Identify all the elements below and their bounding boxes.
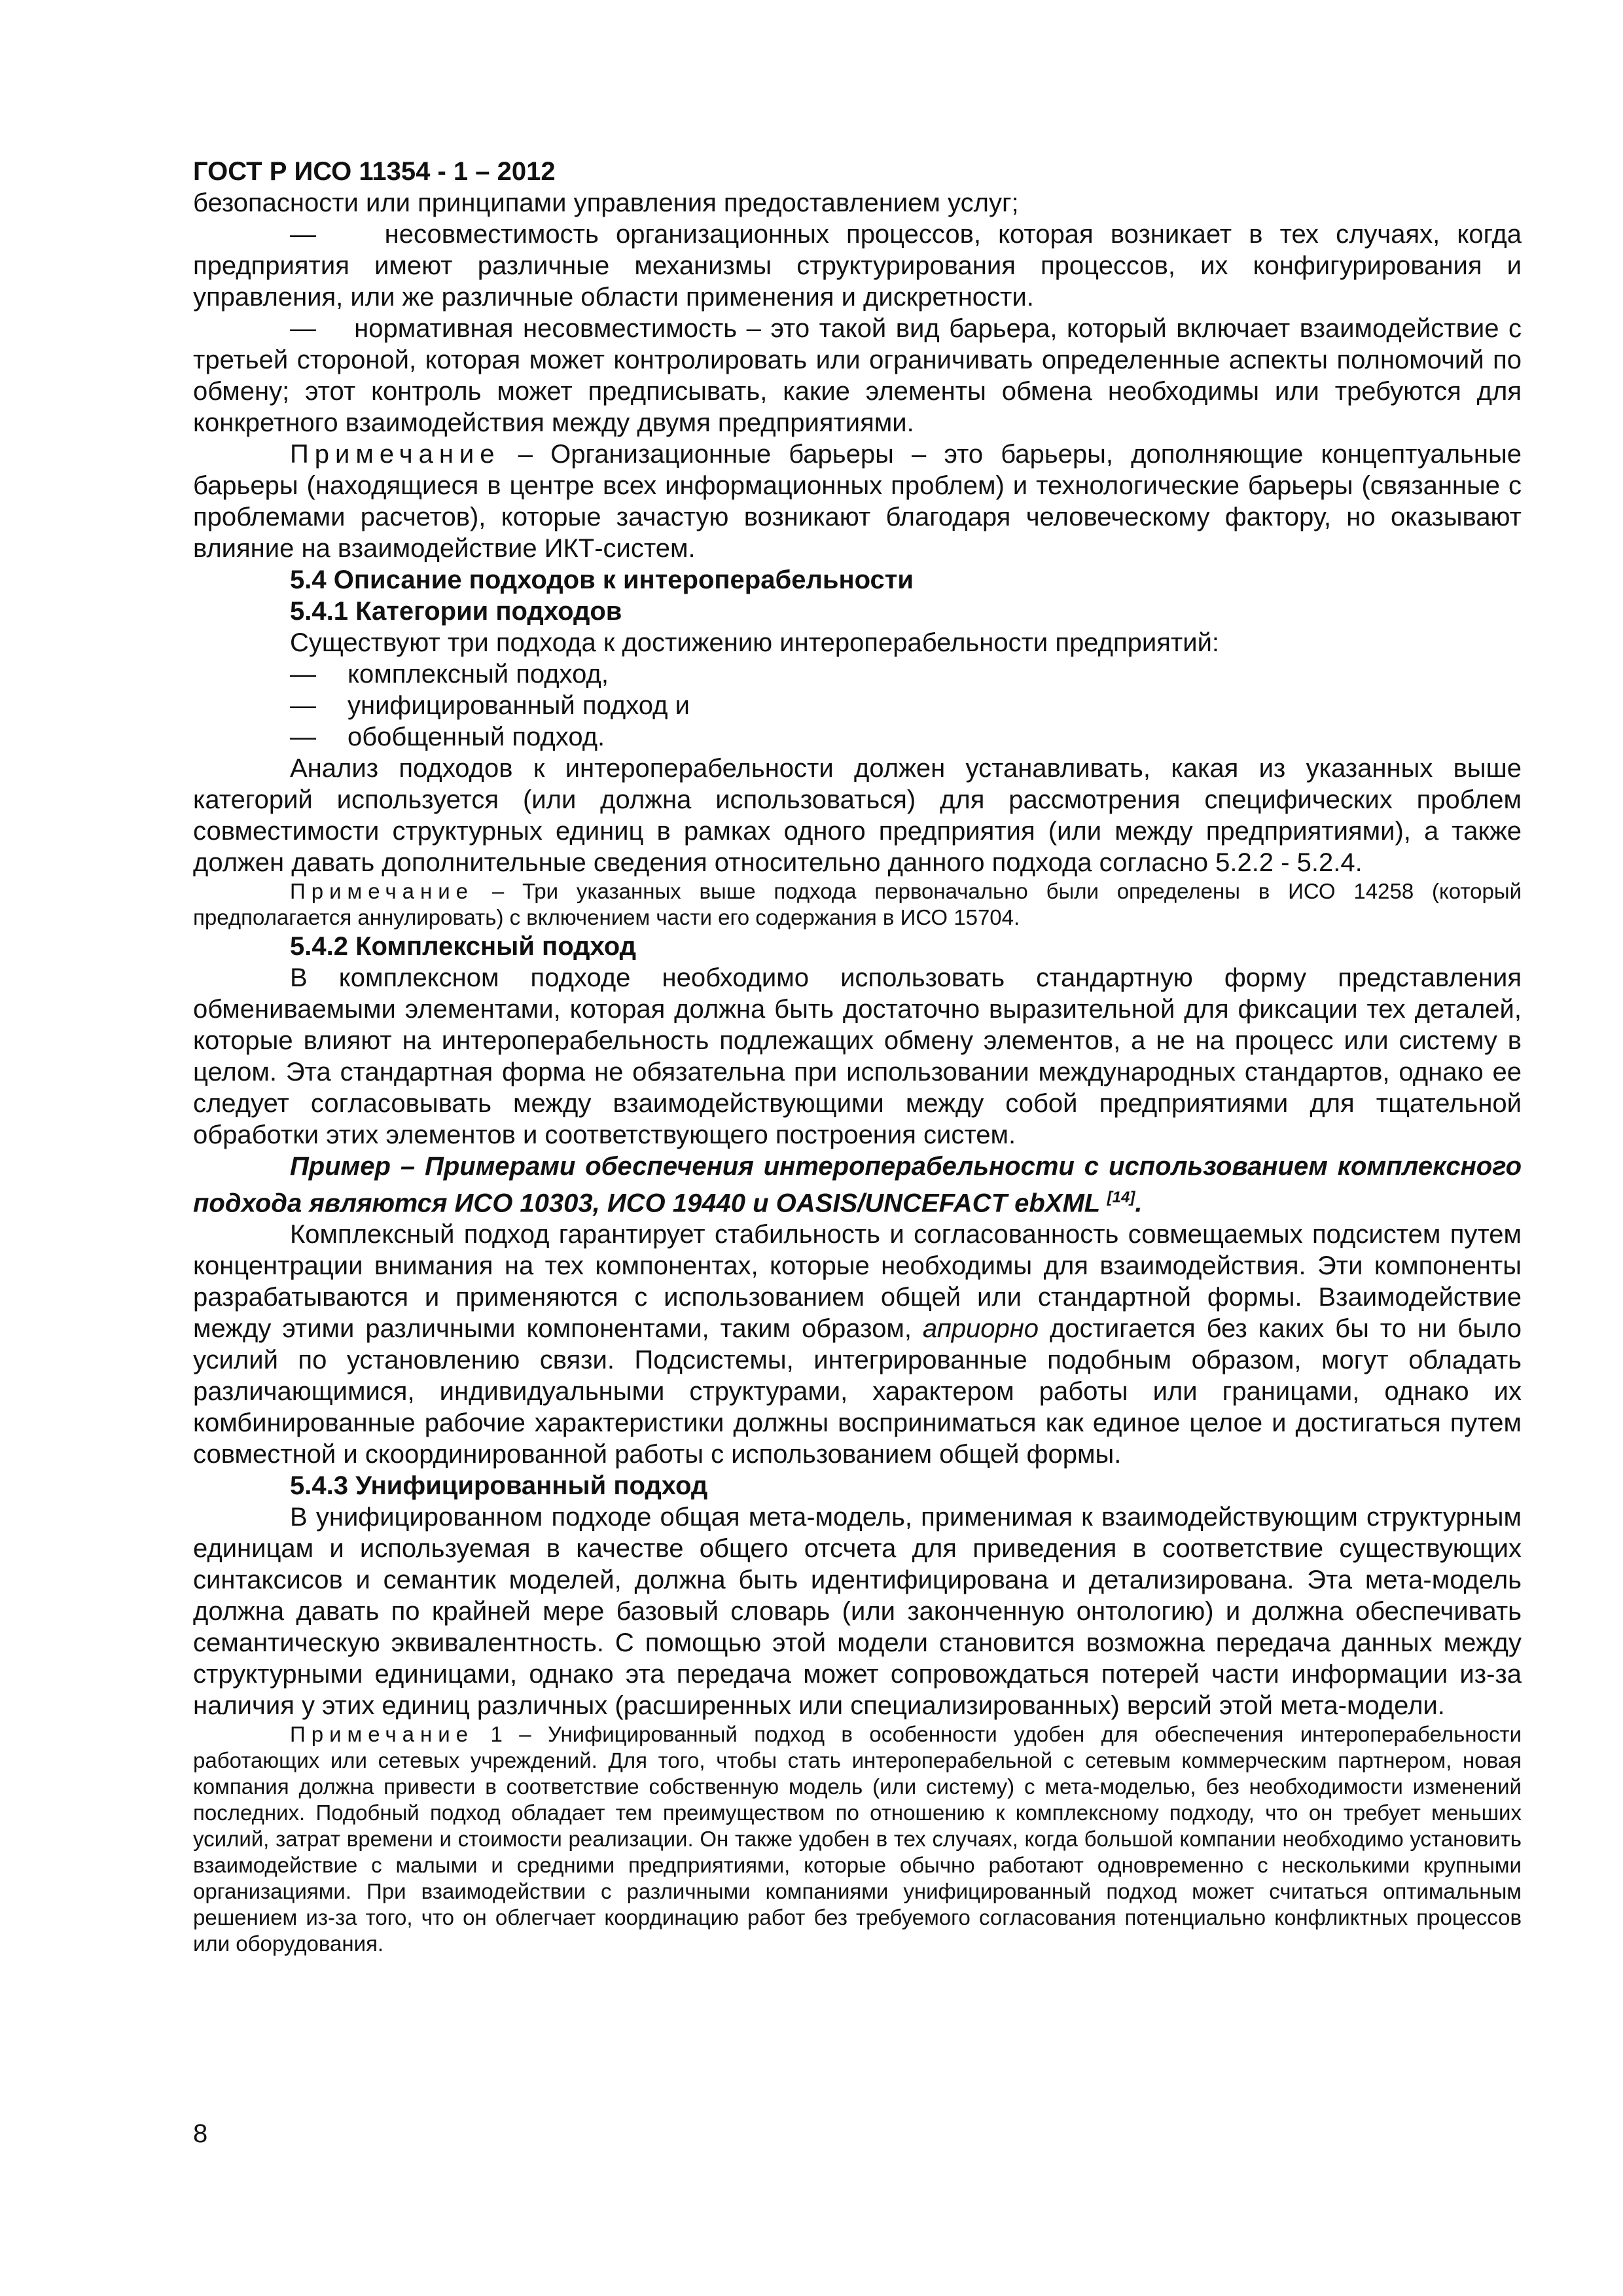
dash-mark: — [290, 691, 316, 720]
note-text: – Три указанных выше подхода первоначально были определены в ИСО 14258 (который предполагается аннулировать) с включением части его содержания в ИСО 15704. [193, 879, 1522, 929]
section-title-5-4-3: 5.4.3 Унифицированный подход [290, 1471, 708, 1501]
italic-term: априорно [922, 1314, 1039, 1344]
integrated-approach-paragraph: В комплексном подходе необходимо использовать стандартную форму представления обмениваемыми элементами, которая должна быть достаточно выразительной для фиксации тех деталей, которые влияют на интероперабельность подлежащих обмену элементов, а не на процесс или систему в целом. Эта стандартная форма не обязательна при использовании международных стандартов, однако ее следует согласовывать между взаимодействующими между собой предприятиями для тщательной обработки этих элементов и соответствующего построения систем. [193, 963, 1522, 1149]
document-header: ГОСТ Р ИСО 11354 - 1 – 2012 [193, 157, 556, 186]
section-title-5-4-2: 5.4.2 Комплексный подход [290, 932, 637, 961]
analysis-paragraph: Анализ подходов к интероперабельности должен устанавливать, какая из указанных выше категорий используется (или должна использоваться) для рассмотрения специфических проблем совместимости структурных единиц в рамках одного предприятия (или между предприятиями), а также должен давать дополнительные сведения относительно данного подхода согласно 5.2.2 - 5.2.4. [193, 754, 1522, 877]
note-text: 1 – Унифицированный подход в особенности удобен для обеспечения интероперабельности работающих или сетевых учреждений. Для того, чтобы стать интероперабельной с сетевым коммерческим партнером, новая компания должна привести в соответствие собственную модель (или систему) с мета-моделью, без необходимости изменений последних. Подобный подход обладает тем преимуществом по отношению к комплексному подходу, что он требует меньших усилий, затрат времени и стоимости реализации. Он также удобен в тех случаях, когда большой компании необходимо установить взаимодействие с малыми и средними предприятиями, которые обычно работают одновременно с несколькими крупными организациями. При взаимодействии с различными компаниями унифицированный подход может считаться оптимальным решением из-за того, что он облегчает координацию работ без требуемого согласования потенциально конфликтных процессов или оборудования. [193, 1722, 1522, 1956]
bullet-normative [193, 313, 1522, 439]
bullet-organizational [193, 219, 1522, 313]
note-label: Примечание [290, 440, 501, 469]
example-paragraph [193, 1151, 1522, 1219]
bullet-text: нормативная несовместимость – это такой вид барьера, который включает взаимодействие с третьей стороной, которая может контролировать или ограничивать определенные аспекты полномочий по обмену; этот контроль может предписывать, какие элементы обмена необходимы или требуются для конкретного взаимодействия между двумя предприятиями. [193, 314, 1522, 437]
note-unified-approach [193, 1721, 1522, 1957]
example-text: Пример – Примерами обеспечения интероперабельности с использованием комплексного подхода являются ИСО 10303, ИСО 19440 и OASIS/UNCEFACT ebXML [193, 1152, 1522, 1218]
bullet-text: несовместимость организационных процессов, которая возникает в тех случаях, когда предприятия имеют различные механизмы структурирования процессов, их конфигурирования и управления, или же различные области применения и дискретности. [193, 220, 1522, 312]
list-item-text: обобщенный подход. [348, 723, 605, 751]
unified-approach-paragraph: В унифицированном подходе общая мета-модель, применимая к взаимодействующим структурным единицам и используемая в качестве общего отсчета для приведения в соответствие существующих синтаксисов и семантик моделей, должна быть идентифицирована и детализирована. Эта мета-модель должна давать по крайней мере базовый словарь (или законченную онтологию) и должна обеспечивать семантическую эквивалентность. С помощью этой модели становится возможна передача данных между структурными единицами, однако эта передача может сопровождаться потерей части информации из-за наличия у этих единиц различных (расширенных или специализированных) версий этой мета-модели. [193, 1503, 1522, 1721]
note-label: Примечание [290, 1722, 474, 1747]
note-organizational-barriers [193, 439, 1522, 564]
list-item-text: унифицированный подход и [348, 691, 690, 720]
note-label: Примечание [290, 879, 474, 903]
list-item-text: комплексный подход, [348, 660, 609, 689]
note-text: – Организационные барьеры – это барьеры, дополняющие концептуальные барьеры (находящиеся в центре всех информационных проблем) и технологические барьеры (связанные с проблемами расчетов), которые зачастую возникают благодаря человеческому фактору, но оказывают влияние на взаимодействие ИКТ-систем. [193, 440, 1522, 563]
note-three-approaches [193, 878, 1522, 931]
document-page [193, 156, 1522, 1957]
para-text: достигается без каких бы то ни было усилий по установлению связи. Подсистемы, интегрированные подобным образом, могут обладать различающимися, индивидуальными структурами, характером работы или границами, однако их комбинированные рабочие характеристики должны восприниматься как единое целое и достигаться путем совместной и скоординированной работы с использованием общей формы. [193, 1314, 1522, 1469]
dash-mark: — [290, 314, 316, 343]
example-end: . [1135, 1189, 1143, 1218]
approaches-lead: Существуют три подхода к достижению интероперабельности предприятий: [290, 628, 1220, 657]
list-item [193, 658, 1522, 690]
reference-mark: [14] [1107, 1189, 1135, 1206]
dash-mark: — [290, 660, 316, 689]
dash-mark: — [290, 723, 316, 751]
integrated-approach-details [193, 1219, 1522, 1470]
section-title-5-4: 5.4 Описание подходов к интероперабельности [290, 565, 914, 594]
dash-mark: — [290, 220, 316, 249]
list-item [193, 690, 1522, 721]
page-number: 8 [193, 2119, 208, 2148]
approaches-list [193, 658, 1522, 753]
section-title-5-4-1: 5.4.1 Категории подходов [290, 597, 622, 626]
continuation-text: безопасности или принципами управления предоставлением услуг; [193, 188, 1019, 217]
para-text: Комплексный подход гарантирует стабильность и согласованность совмещаемых подсистем путем концентрации внимания на тех компонентах, которые необходимы для взаимодействия. Эти компоненты разрабатываются и применяются с использованием общей или стандартной формы. Взаимодействие между этими различными компонентами, таким образом, [193, 1220, 1522, 1344]
list-item [193, 721, 1522, 753]
